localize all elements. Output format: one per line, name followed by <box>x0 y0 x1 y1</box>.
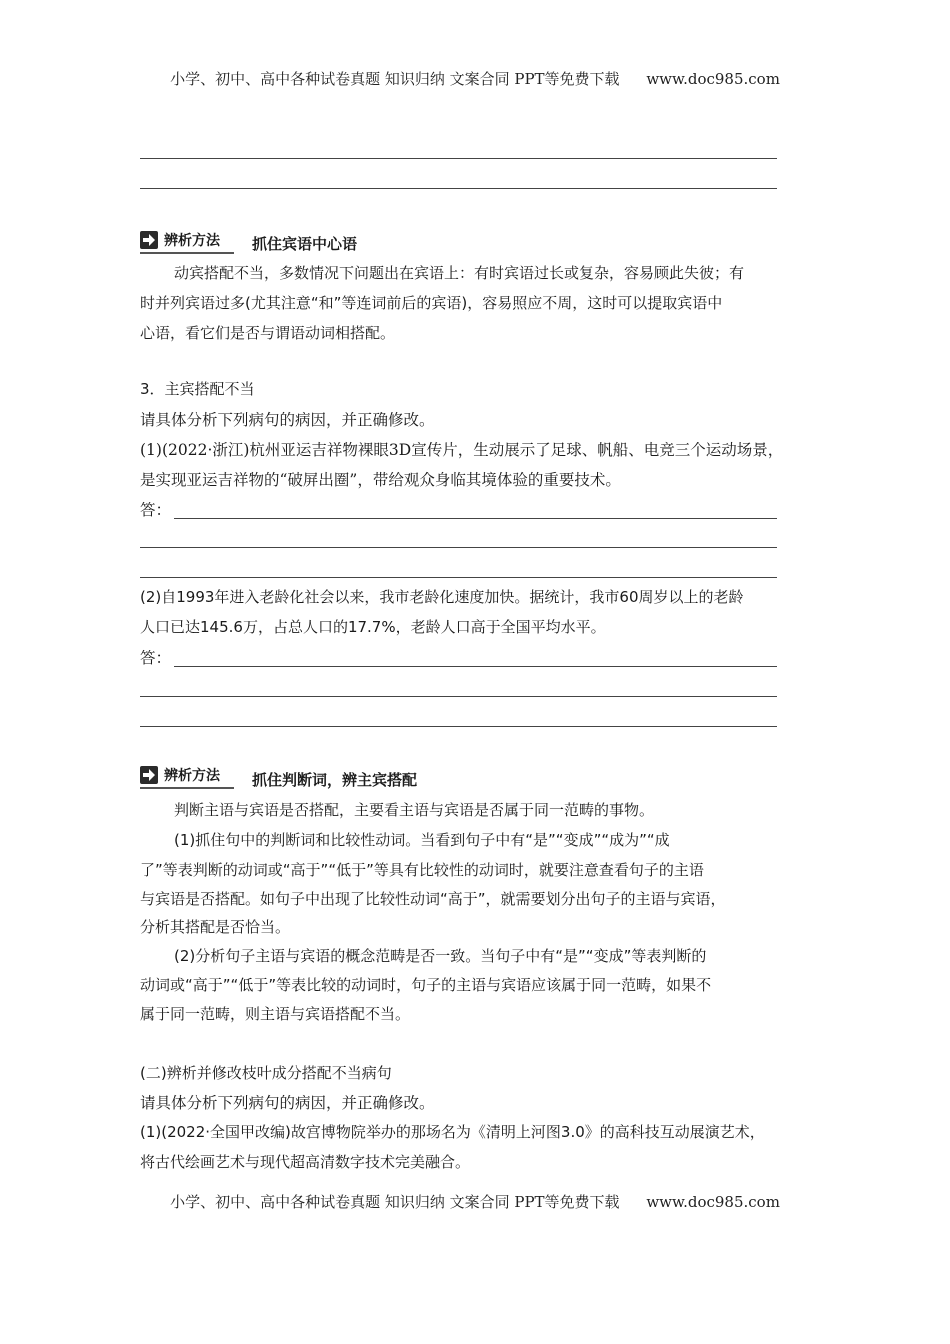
method-text-line: 动宾搭配不当，多数情况下问题出在宾语上：有时宾语过长或复杂，容易顾此失彼；有 <box>174 264 745 282</box>
answer-line <box>140 158 777 159</box>
method-text-line: 动词或“高于”“低于”等表比较的动词时，句子的主语与宾语应该属于同一范畴，如果不 <box>140 976 712 994</box>
method-text-line: 分析其搭配是否恰当。 <box>140 918 291 936</box>
header-text: 小学、初中、高中各种试卷真题 知识归纳 文案合同 PPT等免费下载 <box>170 70 620 88</box>
answer-line[interactable] <box>174 518 777 519</box>
method-text-line: 时并列宾语过多(尤其注意“和”等连词前后的宾语)，容易照应不周，这时可以提取宾语中 <box>140 294 723 312</box>
page-footer <box>0 1191 950 1212</box>
answer-line[interactable] <box>140 726 777 727</box>
answer-line <box>140 188 777 189</box>
section-heading: (二)辨析并修改枝叶成分搭配不当病句 <box>140 1064 392 1082</box>
badge-underline <box>140 252 234 254</box>
answer-label: 答： <box>140 501 172 519</box>
method-text-line: 属于同一范畴，则主语与宾语搭配不当。 <box>140 1005 411 1023</box>
answer-line[interactable] <box>140 577 777 578</box>
question-line: 将古代绘画艺术与现代超高清数字技术完美融合。 <box>140 1153 471 1171</box>
method-badge-label: 辨析方法 <box>164 768 220 784</box>
instruction-text: 请具体分析下列病句的病因，并正确修改。 <box>140 1094 435 1112</box>
page-header <box>0 68 950 89</box>
question-line: 人口已达145.6万，占总人口的17.7%，老龄人口高于全国平均水平。 <box>140 618 606 636</box>
method-text-line: 与宾语是否搭配。如句子中出现了比较性动词“高于”，就需要划分出句子的主语与宾语， <box>140 890 726 908</box>
answer-line[interactable] <box>140 696 777 697</box>
footer-text: 小学、初中、高中各种试卷真题 知识归纳 文案合同 PPT等免费下载 <box>170 1193 620 1211</box>
answer-label: 答： <box>140 649 172 667</box>
method-text-line: 心语，看它们是否与谓语动词相搭配。 <box>140 324 396 342</box>
method-title: 抓住宾语中心语 <box>252 235 358 253</box>
method-text-line: 判断主语与宾语是否搭配，主要看主语与宾语是否属于同一范畴的事物。 <box>174 801 655 819</box>
method-badge <box>140 229 220 251</box>
method-text-line: 了”等表判断的动词或“高于”“低于”等具有比较性的动词时，就要注意查看句子的主语 <box>140 861 704 879</box>
footer-url[interactable]: www.doc985.com <box>646 1193 780 1211</box>
question-line: (2)自1993年进入老龄化社会以来，我市老龄化速度加快。据统计，我市60周岁以上的老龄 <box>140 588 744 606</box>
instruction-text: 请具体分析下列病句的病因，并正确修改。 <box>140 411 435 429</box>
answer-line[interactable] <box>140 547 777 548</box>
badge-underline <box>140 787 234 789</box>
header-url[interactable]: www.doc985.com <box>646 70 780 88</box>
answer-line[interactable] <box>174 666 777 667</box>
method-title: 抓住判断词，辨主宾搭配 <box>252 771 418 789</box>
arrow-badge-icon <box>140 766 158 784</box>
method-text-line: (2)分析句子主语与宾语的概念范畴是否一致。当句子中有“是”“变成”等表判断的 <box>174 947 707 965</box>
question-line: 是实现亚运吉祥物的“破屏出圈”，带给观众身临其境体验的重要技术。 <box>140 471 621 489</box>
method-text-line: (1)抓住句中的判断词和比较性动词。当看到句子中有“是”“变成”“成为”“成 <box>174 831 670 849</box>
question-line: (1)(2022·全国甲改编)故宫博物院举办的那场名为《清明上河图3.0》的高科技互动展演艺术， <box>140 1123 765 1141</box>
method-badge <box>140 764 220 786</box>
question-line: (1)(2022·浙江)杭州亚运吉祥物裸眼3D宣传片，生动展示了足球、帆船、电竞三个运动场景， <box>140 441 784 459</box>
section-heading: 3．主宾搭配不当 <box>140 380 255 398</box>
arrow-badge-icon <box>140 231 158 249</box>
method-badge-label: 辨析方法 <box>164 233 220 249</box>
